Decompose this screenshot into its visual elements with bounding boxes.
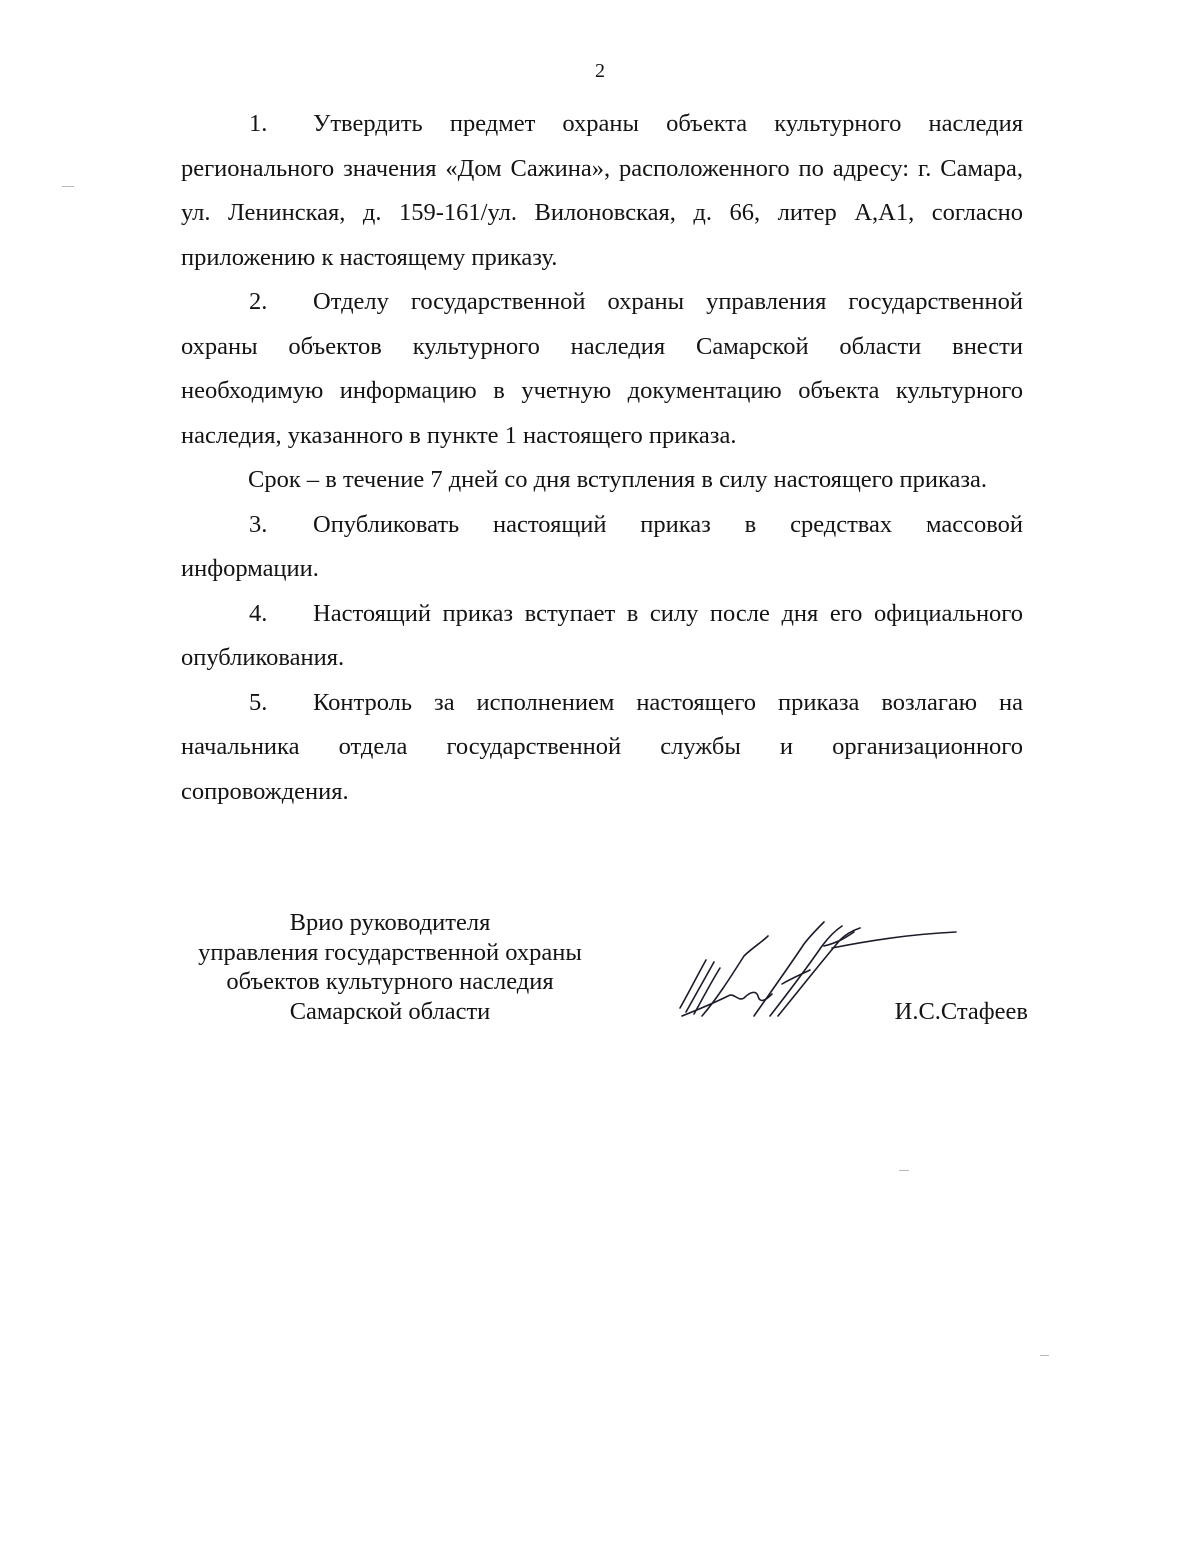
order-item-1 <box>181 102 1023 280</box>
item-text: Настоящий приказ вступает в силу после дня его официального опубликования. <box>181 599 1023 671</box>
item-number: 2. <box>249 288 268 315</box>
order-item-4 <box>181 592 1023 681</box>
item-number: 3. <box>249 510 268 538</box>
item-text: Утвердить предмет охраны объекта культурного наследия регионального значения «Дом Сажина», расположенного по адресу: г. Самара, ул. Ленинская, д. 159-161/ул. Вилоновская, д. 66, литер А,А1, согласно приложению к настоящему приказу. <box>181 110 1023 271</box>
deadline-note: Срок – в течение 7 дней со дня вступления в силу настоящего приказа. <box>248 466 988 493</box>
item-text: Опубликовать настоящий приказ в средствах массовой информации. <box>181 510 1023 582</box>
signer-position <box>175 908 605 1026</box>
page-number: 2 <box>595 60 605 82</box>
scan-mark <box>899 1170 909 1171</box>
order-item-5 <box>181 681 1023 815</box>
scan-mark <box>62 186 74 187</box>
scan-mark <box>1040 1355 1049 1356</box>
signer-name: И.С.Стафеев <box>894 998 1028 1025</box>
position-line: Самарской области <box>289 997 491 1025</box>
order-item-2 <box>181 280 1023 458</box>
item-number: 4. <box>249 599 268 627</box>
item-text: Отделу государственной охраны управления государственной охраны объектов культурного наследия Самарской области внести необходимую информацию в учетную документацию объекта культурного наследия, указанного в пункте 1 настоящего приказа. <box>181 288 1023 449</box>
position-line: Врио руководителя <box>289 909 491 936</box>
position-line: объектов культурного наследия <box>226 968 554 995</box>
document-body <box>181 102 1023 814</box>
item-number: 5. <box>249 688 268 716</box>
order-item-3 <box>181 503 1023 592</box>
item-number: 1. <box>249 110 268 137</box>
item-text: Контроль за исполнением настоящего приказа возлагаю на начальника отдела государственной службы и организационного сопровождения. <box>181 688 1023 805</box>
position-line: управления государственной охраны <box>198 938 582 966</box>
